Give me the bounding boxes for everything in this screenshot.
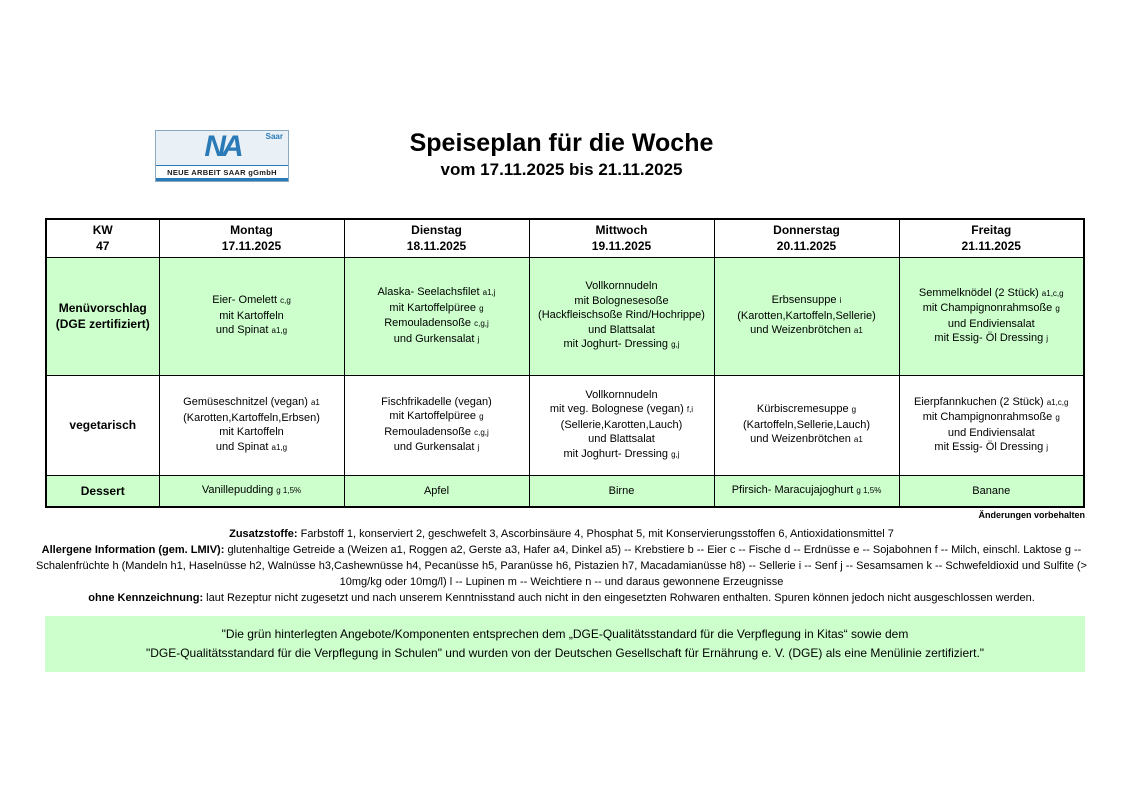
menu-cell-dessert-dienstag: Apfel xyxy=(344,475,529,507)
menu-cell-dessert-freitag: Banane xyxy=(899,475,1084,507)
menu-cell-vegetarisch-mittwoch: Vollkornnudeln mit veg. Bolognese (vegan) f,i (Sellerie,Karotten,Lauch) und Blattsalat mit Joghurt- Dressing g,j xyxy=(529,375,714,475)
menu-cell-vegetarisch-montag: Gemüseschnitzel (vegan) a1 (Karotten,Kartoffeln,Erbsen) mit Kartoffeln und Spinat a1,g xyxy=(159,375,344,475)
notes-section xyxy=(27,526,1097,606)
menu-table xyxy=(45,218,1085,508)
day-header-dienstag: Dienstag 18.11.2025 xyxy=(344,219,529,257)
menu-cell-menuevorschlag-freitag: Semmelknödel (2 Stück) a1,c,g mit Champignonrahmsoße g und Endiviensalat mit Essig- Öl Dressing j xyxy=(899,257,1084,375)
row-label-menuevorschlag: Menüvorschlag (DGE zertifiziert) xyxy=(46,257,159,375)
menu-cell-vegetarisch-freitag: Eierpfannkuchen (2 Stück) a1,c,g mit Champignonrahmsoße g und Endiviensalat mit Essig- Öl Dressing j xyxy=(899,375,1084,475)
day-header-freitag: Freitag 21.11.2025 xyxy=(899,219,1084,257)
menu-cell-vegetarisch-donnerstag: Kürbiscremesuppe g (Kartoffeln,Sellerie,Lauch) und Weizenbrötchen a1 xyxy=(714,375,899,475)
logo-na-mark: NA xyxy=(204,130,240,163)
logo-org-name: NEUE ARBEIT SAAR gGmbH xyxy=(156,165,288,181)
day-header-donnerstag: Donnerstag 20.11.2025 xyxy=(714,219,899,257)
table-row-dessert xyxy=(46,475,1084,507)
page-subtitle: vom 17.11.2025 bis 21.11.2025 xyxy=(440,160,683,179)
dge-note-line-2: "DGE-Qualitätsstandard für die Verpflegung in Schulen" und wurden von der Deutschen Gesellschaft für Ernährung e. V. (DGE) als eine Menülinie zertifiziert." xyxy=(145,646,985,660)
table-row-menuevorschlag xyxy=(46,257,1084,375)
menu-cell-menuevorschlag-mittwoch: Vollkornnudeln mit Bolognesesoße (Hackfleischsoße Rind/Hochrippe) und Blattsalat mit Joghurt- Dressing g,j xyxy=(529,257,714,375)
menu-cell-menuevorschlag-donnerstag: Erbsensuppe i (Karotten,Kartoffeln,Sellerie) und Weizenbrötchen a1 xyxy=(714,257,899,375)
page-title: Speiseplan für die Woche xyxy=(409,129,714,157)
menu-cell-vegetarisch-dienstag: Fischfrikadelle (vegan) mit Kartoffelpüree g Remouladensoße c,g,j und Gurkensalat j xyxy=(344,375,529,475)
company-logo xyxy=(155,130,289,182)
kw-week-header: KW 47 xyxy=(46,219,159,257)
day-header-montag: Montag 17.11.2025 xyxy=(159,219,344,257)
page-header xyxy=(0,128,1123,194)
row-label-vegetarisch: vegetarisch xyxy=(46,375,159,475)
dge-certification-note xyxy=(45,616,1085,672)
menu-cell-menuevorschlag-dienstag: Alaska- Seelachsfilet a1,j mit Kartoffelpüree g Remouladensoße c,g,j und Gurkensalat j xyxy=(344,257,529,375)
logo-saar-label: Saar xyxy=(265,132,283,141)
table-row-vegetarisch xyxy=(46,375,1084,475)
menu-cell-dessert-mittwoch: Birne xyxy=(529,475,714,507)
logo-artwork xyxy=(156,131,288,165)
dge-note-line-1: "Die grün hinterlegten Angebote/Komponenten entsprechen dem „DGE-Qualitätsstandard für die Verpflegung in Kitas“ sowie dem xyxy=(221,627,909,641)
table-header-row xyxy=(46,219,1084,257)
note-paragraph-0: Zusatzstoffe: Farbstoff 1, konserviert 2, geschwefelt 3, Ascorbinsäure 4, Phosphat 5, mit Konservierungsstoffen 6, Antioxidationsmittel 7 xyxy=(229,528,894,540)
note-paragraph-2: ohne Kennzeichnung: laut Rezeptur nicht zugesetzt und nach unserem Kenntnisstand auch nicht in den eingesetzten Rohwaren enthalten. Spuren können jedoch nicht ausgeschlossen werden. xyxy=(88,592,1035,604)
note-paragraph-1: Allergene Information (gem. LMIV): glutenhaltige Getreide a (Weizen a1, Roggen a2, Gerste a3, Hafer a4, Dinkel a5) -- Krebstiere b -- Eier c -- Fische d -- Erdnüsse e -- Sojabohnen f -- Milch, einschl. Laktose g -- Schalenfrüchte h (Mandeln h1, Haselnüsse h2, Walnüsse h3,Cashewnüsse h4, Pecanüsse h5, Paranüsse h6, Pistazien h7, Macadamianüsse h8) -- Sellerie i -- Senf j -- Sesamsamen k -- Schwefeldioxid und Sulfite (> 10mg/kg oder 10mg/l) l -- Lupinen m -- Weichtiere n -- und daraus gewonnene Erzeugnisse xyxy=(36,544,1087,588)
changes-note: Änderungen vorbehalten xyxy=(978,510,1085,520)
menu-cell-dessert-donnerstag: Pfirsich- Maracujajoghurt g 1,5% xyxy=(714,475,899,507)
table-body xyxy=(46,257,1084,507)
menu-cell-dessert-montag: Vanillepudding g 1,5% xyxy=(159,475,344,507)
menu-cell-menuevorschlag-montag: Eier- Omelett c,g mit Kartoffeln und Spinat a1,g xyxy=(159,257,344,375)
day-header-mittwoch: Mittwoch 19.11.2025 xyxy=(529,219,714,257)
row-label-dessert: Dessert xyxy=(46,475,159,507)
